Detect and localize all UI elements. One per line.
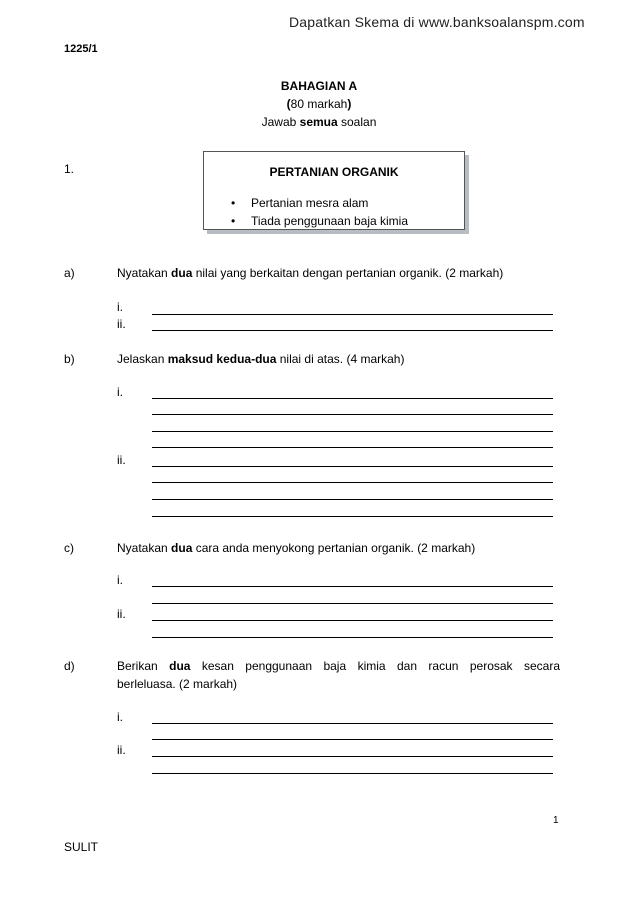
question-emphasis: dua	[171, 266, 193, 280]
section-marks	[0, 97, 638, 111]
answer-line[interactable]	[152, 314, 553, 315]
answer-line[interactable]	[152, 431, 553, 432]
answer-line[interactable]	[152, 637, 553, 638]
question-emphasis: maksud kedua-dua	[167, 352, 277, 366]
question-text: nilai di atas. (4 markah)	[276, 352, 405, 366]
box-bullet-item	[231, 214, 408, 228]
bullet-dot: •	[231, 214, 236, 228]
roman-ii: ii.	[117, 453, 126, 467]
question-text: Jelaskan	[117, 352, 168, 366]
instruction-bold: semua	[299, 115, 338, 129]
instruction-post: soalan	[337, 115, 377, 129]
roman-i: i.	[117, 300, 123, 314]
question-text: nilai yang berkaitan dengan pertanian organik. (2 markah)	[192, 266, 504, 280]
section-instruction	[0, 115, 638, 129]
question-number: 1.	[64, 162, 75, 176]
answer-line[interactable]	[152, 398, 553, 399]
answer-line[interactable]	[152, 414, 553, 415]
part-c-question	[117, 541, 475, 555]
answer-line[interactable]	[152, 330, 553, 331]
question-emphasis: dua	[171, 541, 193, 555]
question-emphasis: dua	[169, 659, 191, 673]
roman-i: i.	[117, 573, 123, 587]
answer-line[interactable]	[152, 620, 553, 621]
part-b-label: b)	[64, 352, 75, 366]
roman-ii: ii.	[117, 743, 126, 757]
part-d-question-line2: berleluasa. (2 markah)	[117, 677, 238, 691]
roman-i: i.	[117, 710, 123, 724]
part-c-label: c)	[64, 541, 74, 555]
part-d-label: d)	[64, 659, 75, 673]
question-text: kesan penggunaan baja kimia dan racun perosak secara	[190, 659, 560, 673]
bullet-text: Pertanian mesra alam	[251, 196, 369, 210]
bullet-text: Tiada penggunaan baja kimia	[251, 214, 409, 228]
marks-close-paren: )	[347, 97, 352, 111]
answer-line[interactable]	[152, 499, 553, 500]
roman-ii: ii.	[117, 607, 126, 621]
question-text: Nyatakan	[117, 266, 172, 280]
question-text: cara anda menyokong pertanian organik. (2 markah)	[192, 541, 476, 555]
page-number: 1	[553, 815, 559, 826]
question-text: Berikan	[117, 659, 170, 673]
watermark-text: Dapatkan Skema di www.banksoalanspm.com	[289, 14, 585, 30]
box-bullet-item	[231, 196, 368, 210]
answer-line[interactable]	[152, 756, 553, 757]
answer-line[interactable]	[152, 773, 553, 774]
part-a-label: a)	[64, 266, 75, 280]
roman-i: i.	[117, 385, 123, 399]
answer-line[interactable]	[152, 447, 553, 448]
topic-box	[203, 151, 465, 230]
section-title: BAHAGIAN A	[280, 79, 358, 93]
answer-line[interactable]	[152, 466, 553, 467]
answer-line[interactable]	[152, 482, 553, 483]
marks-text: 80 markah	[290, 97, 348, 111]
answer-line[interactable]	[152, 586, 553, 587]
paper-code: 1225/1	[64, 43, 98, 55]
question-text: Nyatakan	[117, 541, 172, 555]
marks-open-paren: (	[286, 97, 291, 111]
answer-line[interactable]	[152, 723, 553, 724]
part-a-question	[117, 266, 503, 280]
part-b-question	[117, 352, 404, 366]
answer-line[interactable]	[152, 603, 553, 604]
answer-line[interactable]	[152, 739, 553, 740]
instruction-pre: Jawab	[261, 115, 300, 129]
bullet-dot: •	[231, 196, 236, 210]
footer-sulit: SULIT	[64, 840, 99, 854]
roman-ii: ii.	[117, 317, 126, 331]
part-d-question	[117, 659, 560, 673]
answer-line[interactable]	[152, 516, 553, 517]
box-title: PERTANIAN ORGANIK	[269, 165, 399, 179]
